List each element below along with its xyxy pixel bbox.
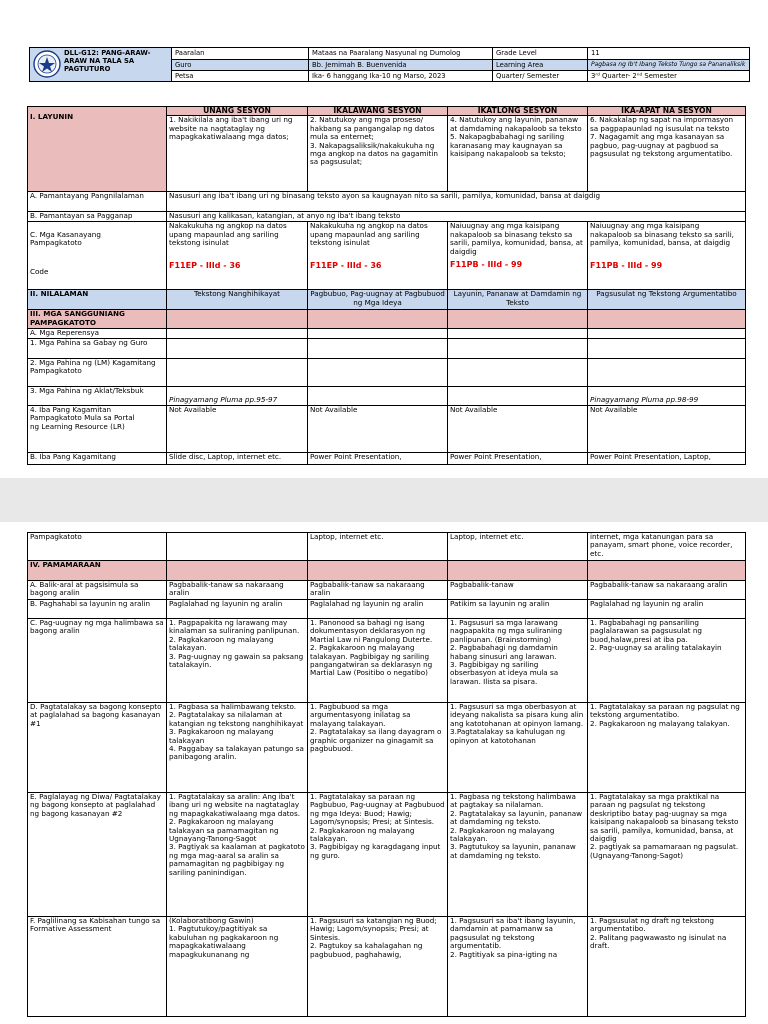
kagamitan-cell: Power Point Presentation, Laptop, (588, 452, 746, 464)
reference-label: 4. Iba Pang Kagamitan Pampagkatoto Mula sa Portal ng Learning Resource (LR) (28, 405, 167, 452)
procedure-label: C. Pag-uugnay ng mga halimbawa sa bagong aralin (28, 619, 167, 703)
reference-cell (588, 338, 746, 358)
layunin-label: I. LAYUNIN (28, 107, 167, 192)
lesson-table (27, 106, 746, 465)
procedure-cell: 1. Pagsusulat ng draft ng tekstong argumentatibo. 2. Palitang pagwawasto ng isinulat na draft. (588, 917, 746, 1017)
header-value: Bb. Jemimah B. Buenvenida (309, 60, 493, 71)
header-table (29, 47, 750, 82)
reference-cell: Not Available (167, 405, 308, 452)
kagamitan-cell: Laptop, internet etc. (448, 533, 588, 561)
header-label: Quarter/ Semester (493, 71, 588, 82)
reference-label: 1. Mga Pahina sa Gabay ng Guro (28, 338, 167, 358)
procedure-cell: 1. Pagbabahagi ng pansariling paglalarawan sa pagsusulat ng buod,halaw,presi at iba pa. 2. Pag-uugnay sa araling tatalakayin (588, 619, 746, 703)
dll-title: DLL-G12: PANG-ARAW-ARAW NA TALA SA PAGTUTURO (64, 49, 151, 73)
header-value: Ika- 6 hanggang Ika-10 ng Marso, 2023 (309, 71, 493, 82)
header-label: Petsa (172, 71, 309, 82)
header-value: 11 (588, 48, 750, 60)
page-gap (0, 478, 768, 522)
page-2 (0, 522, 768, 1024)
reference-cell (448, 358, 588, 386)
kasanayan-label (28, 222, 167, 290)
procedure-cell: Pagbabalik-tanaw sa nakaraang aralin (308, 581, 448, 600)
procedure-cell: 1. Pagtatalakay sa paraan ng pagsulat ng tekstong argumentatibo. 2. Pagkakaroon ng malayang talakyan. (588, 703, 746, 793)
sanggunian-cell (167, 310, 308, 329)
procedure-cell: Patikim sa layunin ng aralin (448, 600, 588, 619)
sanggunian-label: III. MGA SANGGUNIANG PAMPAGKATOTO (28, 310, 167, 329)
reference-cell (588, 358, 746, 386)
nilalaman-cell: Pagsusulat ng Tekstong Argumentatibo (588, 290, 746, 310)
procedure-cell: Pagbabalik-tanaw sa nakaraang aralin (588, 581, 746, 600)
procedure-cell: 1. Pagtatalakay sa aralin: Ang iba't ibang uri ng website na nagtataglay ng mapagkakatiwalaang mga datos. 2. Pagkakaroon ng malayang talakayan sa pamamagitan ng Ugnayang-Tanong-Sagot 3. Pagtiyak sa kaalaman at pagkatoto ng mga mag-aaral sa aralin sa pamamagitan ng pagbibigay ng sariling paninindigan. (167, 793, 308, 917)
procedure-cell: 1. Pagtatalakay sa mga praktikal na paraan ng pagsulat ng tekstong deskriptibo batay pag-uugnay sa mga kaisipang nakapaloob sa binasang teksto sa sarili, pamilya, komunidad, bansa, at daigdig 2. pagtiyak sa pamamaraan ng pagsulat. (Ugnayang-Tanong-Sagot) (588, 793, 746, 917)
sanggunian-cell (448, 310, 588, 329)
header-label: Grade Level (493, 48, 588, 60)
competency-code: F11EP - IIId - 36 (169, 260, 241, 270)
procedure-cell: Paglalahad ng layunin ng aralin (588, 600, 746, 619)
code-label: Code (30, 267, 49, 277)
procedure-cell: 1. Pagpapakita ng larawang may kinalaman sa suliraning panlipunan. 2. Pagkakaroon ng malayang talakayan. 3. Pag-uugnay ng gawain sa paksang tatalakayin. (167, 619, 308, 703)
procedure-cell: 1. Pagbasa ng tekstong halimbawa at pagtakay sa nilalaman. 2. Pagtatalakay sa layunin, pananaw at damdaming ng teksto. 2. Pagkakaroon ng malayang talakayan. 3. Pagtutukoy sa layunin, pananaw at damdaming ng teksto. (448, 793, 588, 917)
nilalaman-label: II. NILALAMAN (28, 290, 167, 310)
nilalaman-cell: Pagbubuo, Pag-uugnay at Pagbubuod ng Mga Ideya (308, 290, 448, 310)
pamantayang-pangnilalaman-value: Nasusuri ang iba't ibang uri ng binasang teksto ayon sa kaugnayan nito sa sarili, pamilya, komunidad, bansa at daigdig (167, 192, 746, 212)
kasanayan-cell (448, 222, 588, 290)
sanggunian-cell (308, 310, 448, 329)
header-label: Learning Area (493, 60, 588, 71)
kagamitan-cell (167, 533, 308, 561)
kasanayan-title: C. Mga Kasanayang Pampagkatoto (30, 229, 101, 248)
deped-seal-icon (33, 50, 61, 78)
reference-cell (448, 386, 588, 405)
procedure-cell: 1. Pagsusuri sa mga oberbasyon at ideyang nakalista sa pisara kung alin ang katotohanan at opinyon lamang. 3.Pagtatalakay sa kahulugan ng opinyon at katotohanan (448, 703, 588, 793)
reference-cell: Pinagyamang Pluma pp.95-97 (167, 386, 308, 405)
reference-cell: Not Available (308, 405, 448, 452)
session-header: IKATLONG SESYON (448, 107, 588, 116)
sanggunian-cell (588, 310, 746, 329)
layunin-cell: 6. Nakakalap ng sapat na impormasyon sa pagpapaunlad ng isusulat na teksto 7. Nagagamit ang mga kasanayan sa pagbuo, pag-uugnay at pagbuod sa pagsusulat ng tekstong argumentatibo. (588, 116, 746, 192)
kasanayan-cell (167, 222, 308, 290)
procedure-cell: Paglalahad ng layunin ng aralin (308, 600, 448, 619)
kagamitan-cell: Laptop, internet etc. (308, 533, 448, 561)
pamamaraan-label: IV. PAMAMARAAN (28, 561, 167, 581)
procedure-cell: Pagbabalik-tanaw (448, 581, 588, 600)
header-label: Guro (172, 60, 309, 71)
header-value: 3ʳᵈ Quarter- 2ⁿᵈ Semester (588, 71, 750, 82)
kagamitan-cell: Power Point Presentation, (308, 452, 448, 464)
competency-code: F11PB - IIId - 99 (450, 260, 523, 270)
procedure-label: A. Balik-aral at pagsisimula sa bagong aralin (28, 581, 167, 600)
procedure-cell: 1. Pagsusuri sa mga larawang nagpapakita ng mga suliraning panlipunan. (Brainstorming) 2. Pagbabahagi ng damdamin habang sinusuri ang larawan. 3. Pagbibigay ng sariling obserbasyon at ideya mula sa larawan. Ilista sa pisara. (448, 619, 588, 703)
procedure-cell: Paglalahad ng layunin ng aralin (167, 600, 308, 619)
page-1 (0, 0, 768, 478)
kasanayan-text: Nakakukuha ng angkop na datos upang mapaunlad ang sariling tekstong isinulat (310, 221, 428, 248)
dll-title-cell (30, 48, 172, 82)
reperensya-label: A. Mga Reperensya (28, 329, 167, 338)
procedure-cell: 1. Pagbasa sa halimbawang teksto. 2. Pagtatalakay sa nilalaman at katangian ng tekstong nanghihikayat 3. Pagkakaroon ng malayang talakayan 4. Paggabay sa talakayan patungo sa panibagong aralin. (167, 703, 308, 793)
procedure-label: D. Pagtatalakay sa bagong konsepto at paglalahad sa bagong kasanayan #1 (28, 703, 167, 793)
iba-pang-kagamitan-label: B. Iba Pang Kagamitang (28, 452, 167, 464)
procedure-cell: 1. Panonood sa bahagi ng isang dokumentasyon deklarasyon ng Martial Law ni Pangulong Duterte. 2. Pagkakaroon ng malayang talakayan. Pagbibigay ng sariling pangangatwiran sa deklarasyn ng Martial Law (Positibo o negatibo) (308, 619, 448, 703)
continued-label: Pampagkatoto (28, 533, 167, 561)
competency-code: F11PB - IIId - 99 (590, 260, 663, 270)
reference-cell: Not Available (588, 405, 746, 452)
procedure-cell: 1. Pagbubuod sa mga argumentasyong inilatag sa malayang talakayan. 2. Pagtatalakay sa ilang dayagram o graphic organizer na ginagamit sa pagbubuod. (308, 703, 448, 793)
pamantayan-pagganap-label: B. Pamantayan sa Pagganap (28, 212, 167, 222)
layunin-cell: 4. Natutukoy ang layunin, pananaw at damdaming nakapaloob sa teksto 5. Nakapagbabahagi ng sariling karanasang may kaugnayan sa kaisipang nakapaloob sa teksto; (448, 116, 588, 192)
nilalaman-cell: Tekstong Nanghihikayat (167, 290, 308, 310)
reference-cell (448, 338, 588, 358)
procedure-label: E. Paglalayag ng Diwa/ Pagtatalakay ng bagong konsepto at paglalahad ng bagong kasanayan #2 (28, 793, 167, 917)
procedure-cell: Pagbabalik-tanaw sa nakaraang aralin (167, 581, 308, 600)
kagamitan-cell: internet, mga katanungan para sa panayam, smart phone, voice recorder, etc. (588, 533, 746, 561)
competency-code: F11EP - IIId - 36 (310, 260, 382, 270)
session-header: IKA-APAT NA SESYON (588, 107, 746, 116)
pamantayang-pangnilalaman-label: A. Pamantayang Pangnilalaman (28, 192, 167, 212)
layunin-cell: 2. Natutukoy ang mga proseso/ hakbang sa pangangalap ng datos mula sa enternet; 3. Nakapagsaliksik/nakakukuha ng mga angkop na datos na gagamitin sa pagsusulat; (308, 116, 448, 192)
session-header: UNANG SESYON (167, 107, 308, 116)
kasanayan-text: Naiuugnay ang mga kaisipang nakapaloob sa binasang teksto sa sarili, pamilya, komunidad, bansa, at daigdig (590, 221, 734, 248)
layunin-cell: 1. Nakikilala ang iba't ibang uri ng website na nagtataglay ng mapagkakatiwalaang mga datos; (167, 116, 308, 192)
reference-cell (308, 386, 448, 405)
kagamitan-cell: Slide disc, Laptop, internet etc. (167, 452, 308, 464)
reference-cell: Not Available (448, 405, 588, 452)
kasanayan-text: Naiuugnay ang mga kaisipang nakapaloob sa binasang teksto sa sarili, pamilya, komunidad, bansa, at daigdig (450, 221, 583, 256)
procedure-cell: 1. Pagsusuri sa iba't ibang layunin, damdamin at pamamanw sa pagsusulat ng tekstong argumentatib. 2. Pagtitiyak sa pina-igting na (448, 917, 588, 1017)
reference-cell (167, 358, 308, 386)
header-value: Mataas na Paaralang Nasyunal ng Dumolog (309, 48, 493, 60)
reference-label: 2. Mga Pahina ng (LM) Kagamitang Pampagkatoto (28, 358, 167, 386)
session-header: IKALAWANG SESYON (308, 107, 448, 116)
procedure-cell: 1. Pagtatalakay sa paraan ng Pagbubuo, Pag-uugnay at Pagbubuod ng mga Ideya: Buod; Hawig; Lagom/synopsis; Presi; at Sintesis. 2. Pagkakaroon ng malayang talakayan. 3. Pagbibigay ng karagdagang input ng guro. (308, 793, 448, 917)
reference-label: 3. Mga Pahina ng Aklat/Teksbuk (28, 386, 167, 405)
kagamitan-cell: Power Point Presentation, (448, 452, 588, 464)
header-value: Pagbasa ng Ib't Ibang Teksto Tungo sa Pananaliksik (588, 60, 750, 71)
reference-cell (167, 338, 308, 358)
procedure-label: B. Paghahabi sa layunin ng aralin (28, 600, 167, 619)
reference-cell (308, 358, 448, 386)
procedure-cell: (Kolaboratibong Gawin) 1. Pagtutukoy/pagtitiyak sa kabuluhan ng pagkakaroon ng mapagkakatiwalaang mapagkukunanang ng (167, 917, 308, 1017)
procedure-cell: 1. Pagsusuri sa katangian ng Buod; Hawig; Lagom/synopsis; Presi; at Sintesis. 2. Pagtukoy sa kahalagahan ng pagbubuod, paghahawig, (308, 917, 448, 1017)
reference-cell (308, 338, 448, 358)
header-label: Paaralan (172, 48, 309, 60)
nilalaman-cell: Layunin, Pananaw at Damdamin ng Teksto (448, 290, 588, 310)
kasanayan-cell (588, 222, 746, 290)
lesson-table-continued (27, 532, 746, 1017)
pamantayan-pagganap-value: Nasusuri ang kalikasan, katangian, at anyo ng iba't ibang teksto (167, 212, 746, 222)
procedure-label: F. Paglilinang sa Kabisahan tungo sa Formative Assessment (28, 917, 167, 1017)
kasanayan-cell (308, 222, 448, 290)
reference-cell: Pinagyamang Pluma pp.98-99 (588, 386, 746, 405)
kasanayan-text: Nakakukuha ng angkop na datos upang mapaunlad ang sariling tekstong isinulat (169, 221, 287, 248)
